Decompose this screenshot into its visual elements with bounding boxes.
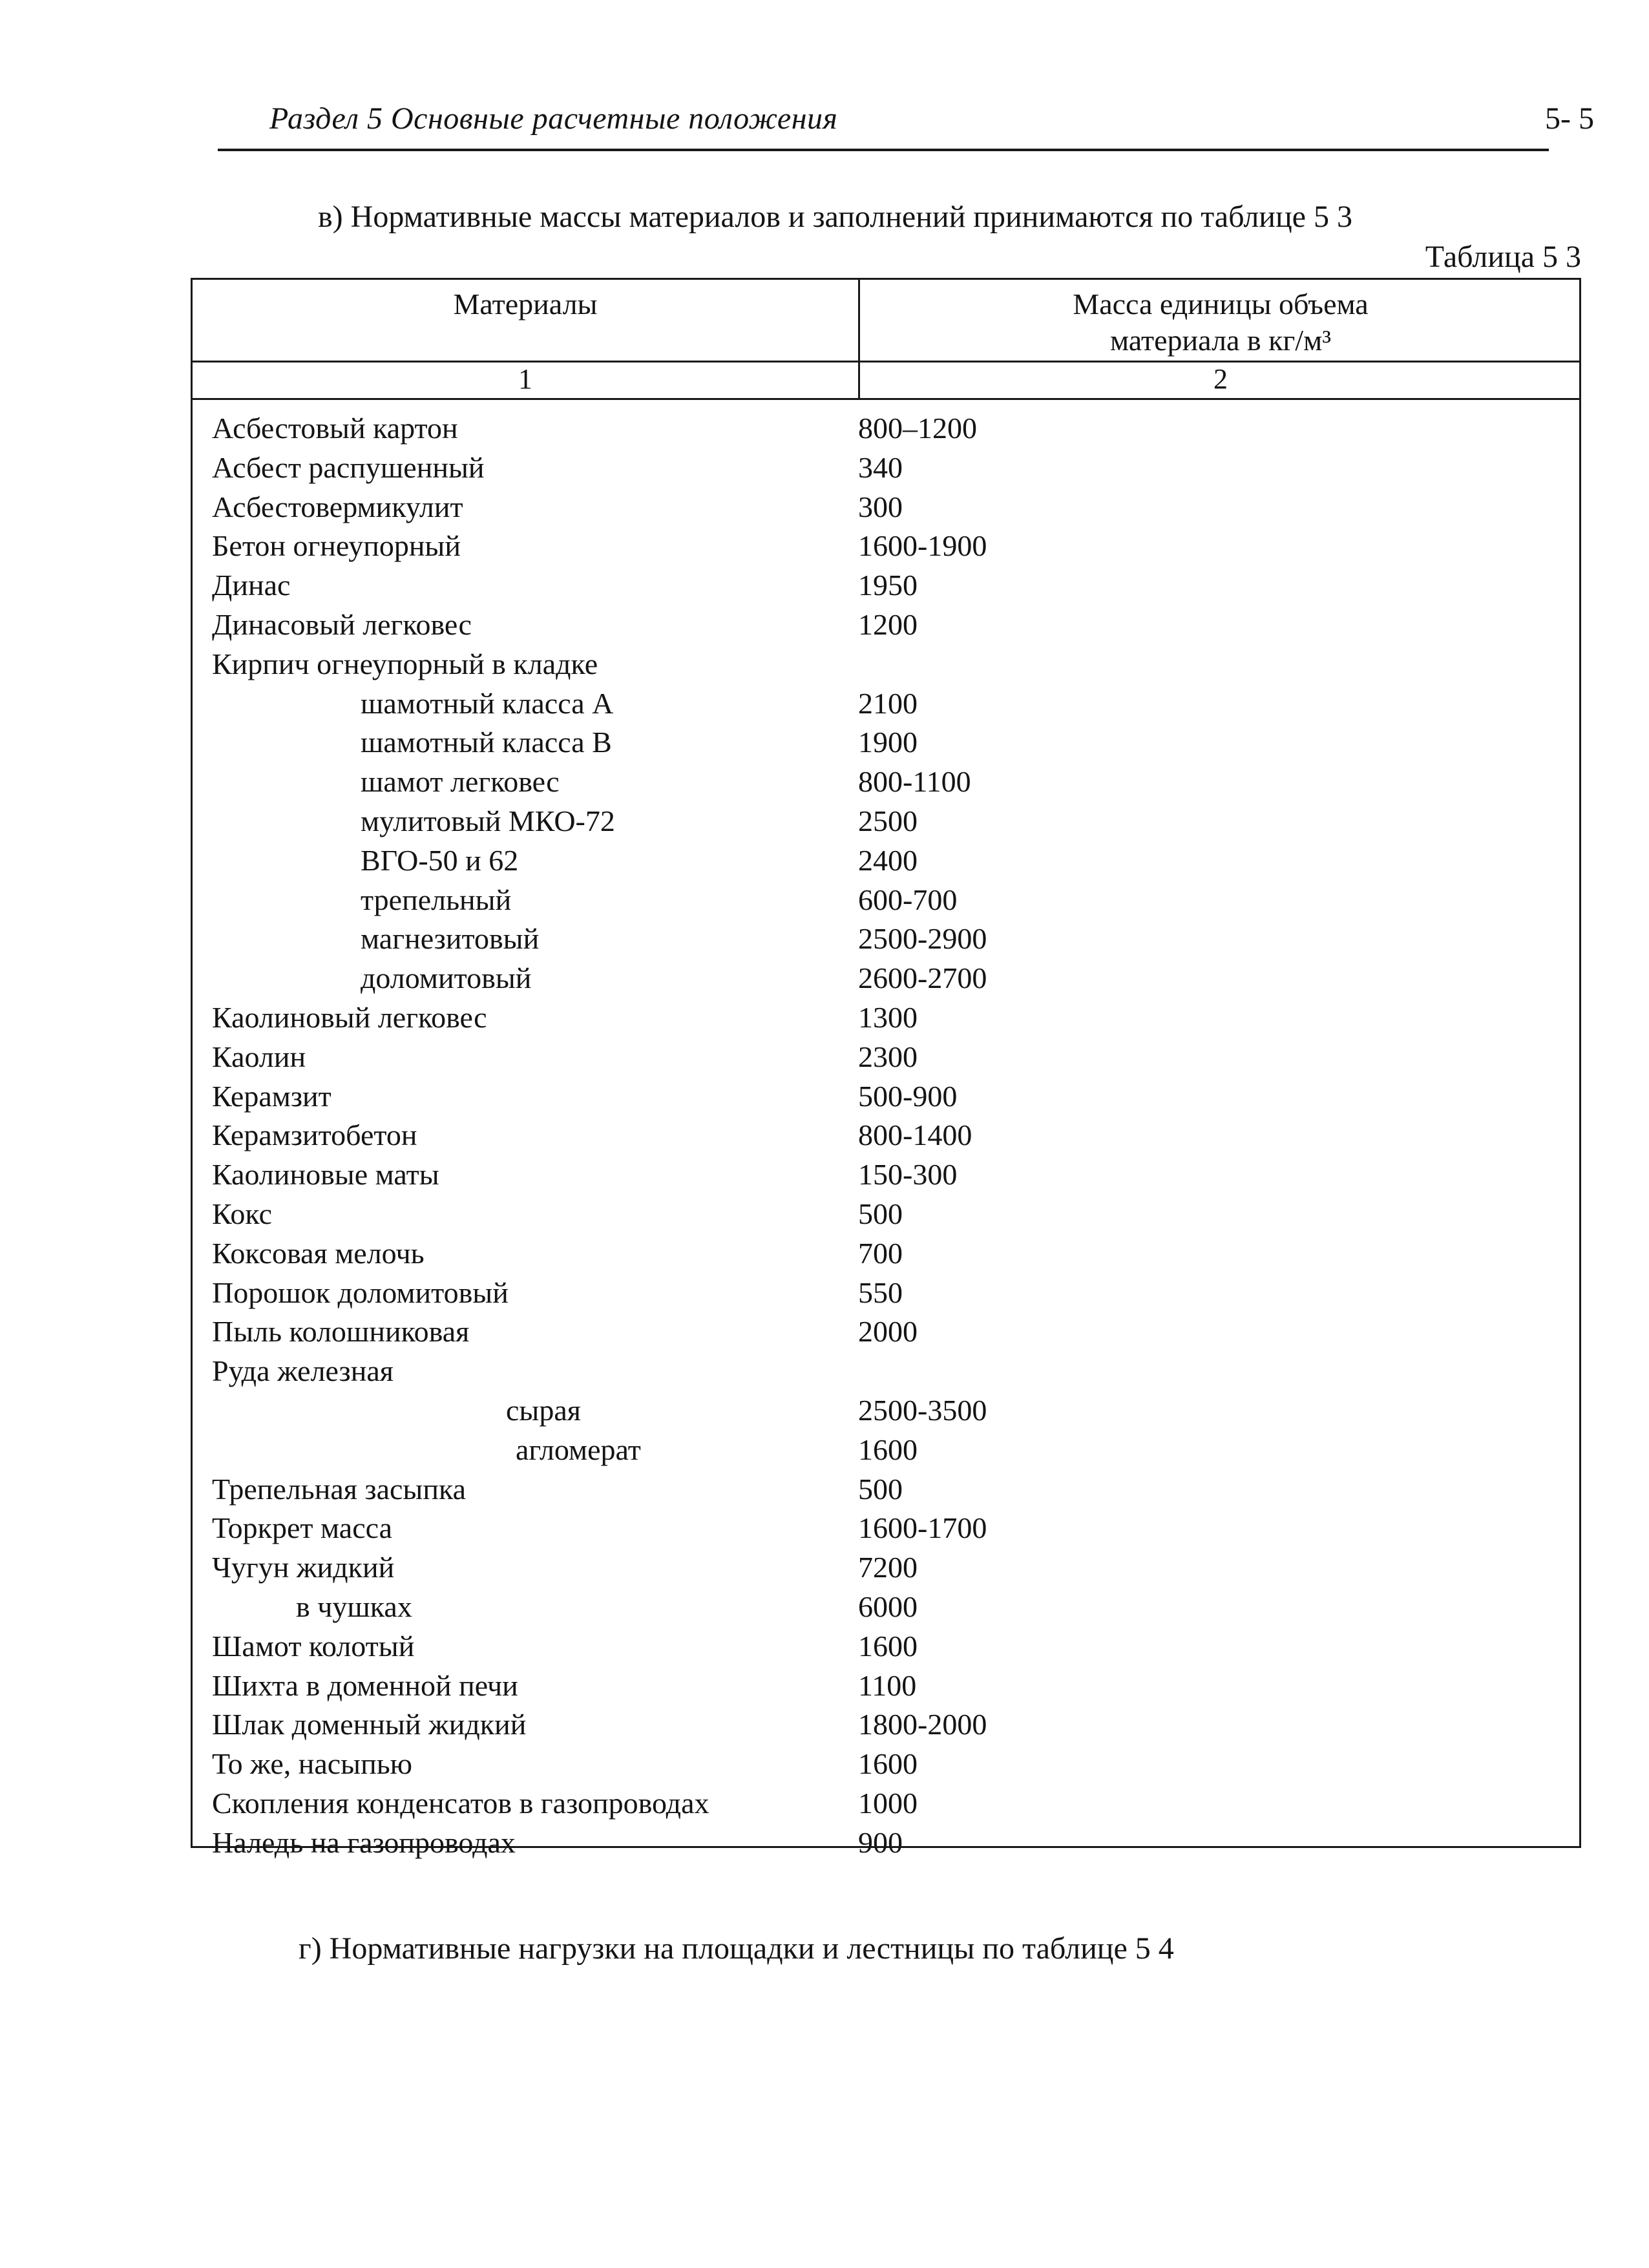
material-name: Керамзит — [212, 1079, 331, 1113]
material-name: шамотный класса В — [361, 726, 612, 759]
material-mass: 700 — [858, 1236, 903, 1270]
material-name: Торкрет масса — [212, 1511, 393, 1545]
column-header-materials: Материалы — [453, 288, 598, 320]
material-name: Коксовая мелочь — [212, 1236, 425, 1270]
material-name: мулитовый МКО-72 — [361, 804, 615, 837]
material-mass: 500 — [858, 1197, 903, 1230]
table-row — [193, 1666, 1579, 1706]
running-header — [218, 97, 1594, 151]
table-row — [193, 1077, 1579, 1117]
column-header-mass-line1: Масса единицы объема — [1073, 288, 1369, 320]
material-name: Порошок доломитовый — [212, 1276, 509, 1309]
material-name: ВГО-50 и 62 — [361, 843, 519, 877]
table-row — [193, 605, 1579, 645]
column-divider — [858, 280, 860, 398]
material-name: Асбест распушенный — [212, 450, 485, 484]
table-row — [193, 448, 1579, 488]
material-name: Чугун жидкий — [212, 1551, 395, 1584]
material-mass: 2300 — [858, 1040, 918, 1073]
column-number-row — [193, 361, 1579, 400]
table-row — [193, 1588, 1579, 1627]
material-name: шамот легковес — [361, 765, 560, 799]
material-mass: 2100 — [858, 686, 918, 720]
material-mass: 550 — [858, 1276, 903, 1309]
material-name: доломитовый — [361, 961, 532, 995]
material-mass: 1200 — [858, 607, 918, 641]
material-name: трепельный — [361, 883, 512, 916]
table-row — [193, 1745, 1579, 1784]
material-mass: 900 — [858, 1825, 903, 1859]
table-row — [193, 1195, 1579, 1234]
material-name: Руда железная — [212, 1354, 394, 1388]
material-name: То же, насыпью — [212, 1747, 413, 1781]
table-row — [193, 684, 1579, 724]
table-row — [193, 527, 1579, 566]
material-name: Динас — [212, 569, 291, 602]
material-mass: 2500-2900 — [858, 922, 987, 956]
material-mass: 1300 — [858, 1000, 918, 1034]
table-row — [193, 1116, 1579, 1155]
material-name: сырая — [506, 1393, 581, 1427]
table-row — [193, 881, 1579, 920]
column-header-mass — [858, 286, 1583, 359]
material-mass: 7200 — [858, 1551, 918, 1584]
next-paragraph: г) Нормативные нагрузки на площадки и лестницы по таблице 5 4 — [299, 1931, 1174, 1966]
table-row — [193, 1274, 1579, 1313]
material-mass: 150-300 — [858, 1158, 958, 1192]
material-name: Наледь на газопроводах — [212, 1825, 516, 1859]
material-name: Шамот колотый — [212, 1629, 415, 1663]
material-name: агломерат — [516, 1433, 641, 1466]
column-header-mass-line2: материала в кг/м³ — [1110, 324, 1331, 357]
table-row — [193, 1234, 1579, 1274]
table-row — [193, 1705, 1579, 1745]
material-name: Кирпич огнеупорный в кладке — [212, 647, 598, 680]
table-row — [193, 1155, 1579, 1195]
table-row — [193, 1312, 1579, 1352]
material-mass: 1600 — [858, 1433, 918, 1466]
material-mass: 1100 — [858, 1668, 917, 1702]
section-title: Раздел 5 Основные расчетные положения — [269, 101, 838, 136]
material-name: Кокс — [212, 1197, 273, 1230]
table-row — [193, 1548, 1579, 1588]
intro-paragraph: в) Нормативные массы материалов и заполнений принимаются по таблице 5 3 — [318, 200, 1352, 234]
material-mass: 1950 — [858, 569, 918, 602]
table-row — [193, 1391, 1579, 1431]
material-mass: 800-1400 — [858, 1118, 972, 1152]
material-name: Бетон огнеупорный — [212, 529, 461, 563]
table-row — [193, 566, 1579, 605]
material-name: Динасовый легковес — [212, 607, 472, 641]
material-mass: 500-900 — [858, 1079, 958, 1113]
material-name: Скопления конденсатов в газопроводах — [212, 1786, 709, 1820]
material-mass: 2400 — [858, 843, 918, 877]
material-mass: 1600 — [858, 1629, 918, 1663]
table-row — [193, 645, 1579, 684]
material-mass: 800-1100 — [858, 765, 971, 799]
page-number: 5- 5 — [1545, 101, 1594, 136]
table-row — [193, 998, 1579, 1038]
material-mass: 1600 — [858, 1747, 918, 1781]
material-name: шамотный класса А — [361, 686, 614, 720]
table-row — [193, 723, 1579, 762]
table-row — [193, 1431, 1579, 1470]
material-mass: 600-700 — [858, 883, 958, 916]
column-number-1: 1 — [518, 363, 532, 395]
column-number-2: 2 — [1213, 363, 1228, 395]
material-mass: 1600-1700 — [858, 1511, 987, 1545]
material-name: Каолиновые маты — [212, 1158, 439, 1192]
table-body — [193, 409, 1579, 1862]
material-name: Каолин — [212, 1040, 306, 1073]
table-row — [193, 488, 1579, 527]
material-name: Асбестовермикулит — [212, 490, 463, 523]
material-name: Каолиновый легковес — [212, 1000, 487, 1034]
material-mass: 300 — [858, 490, 903, 523]
table-row — [193, 1627, 1579, 1666]
table-row — [193, 1823, 1579, 1863]
material-mass: 1800-2000 — [858, 1708, 987, 1741]
material-mass: 2500 — [858, 804, 918, 837]
table-header-row — [193, 280, 1579, 362]
table-caption: Таблица 5 3 — [1425, 240, 1581, 274]
material-mass: 340 — [858, 450, 903, 484]
material-mass: 1900 — [858, 726, 918, 759]
material-name: магнезитовый — [361, 922, 540, 956]
table-row — [193, 1038, 1579, 1077]
material-name: Асбестовый картон — [212, 412, 458, 445]
table-row — [193, 1509, 1579, 1548]
table-row — [193, 1470, 1579, 1509]
material-name: Шлак доменный жидкий — [212, 1708, 527, 1741]
material-name: Пыль колошниковая — [212, 1315, 470, 1349]
table-row — [193, 762, 1579, 802]
material-mass: 2000 — [858, 1315, 918, 1349]
materials-table — [191, 278, 1581, 1859]
material-name: Шихта в доменной печи — [212, 1668, 518, 1702]
material-mass: 1600-1900 — [858, 529, 987, 563]
table-row — [193, 1352, 1579, 1391]
material-name: в чушках — [296, 1590, 412, 1623]
material-name: Керамзитобетон — [212, 1118, 417, 1152]
material-mass: 500 — [858, 1472, 903, 1506]
material-mass: 800–1200 — [858, 412, 977, 445]
material-mass: 2500-3500 — [858, 1393, 987, 1427]
material-mass: 2600-2700 — [858, 961, 987, 995]
table-row — [193, 841, 1579, 881]
table-row — [193, 802, 1579, 841]
material-mass: 1000 — [858, 1786, 918, 1820]
table-row — [193, 409, 1579, 448]
table-row — [193, 959, 1579, 998]
table-row — [193, 919, 1579, 959]
table-row — [193, 1784, 1579, 1823]
material-name: Трепельная засыпка — [212, 1472, 467, 1506]
material-mass: 6000 — [858, 1590, 918, 1623]
